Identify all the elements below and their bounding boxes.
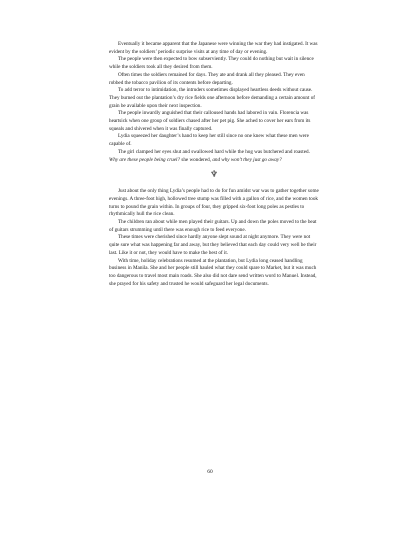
paragraph: The people were then expected to bow subserviently. They could do nothing but wait in silence while the soldiers took all they desired from them. (109, 56, 314, 71)
paragraph-text: she wondered, (180, 156, 213, 163)
section-break-ornament-icon: ♆ (209, 169, 219, 180)
paragraph: These times were cherished since hardly anyone slept sound at night anymore. They were not quite sure what was happening far and away, but they believed that each day could very well be their last. Like it or not, they would have to make the best of it. (109, 234, 317, 256)
body-text (109, 41, 319, 288)
italic-thought: Why are these people being cruel? (109, 156, 181, 163)
paragraph: Eventually it became apparent that the Japanese were winning the war they had instigated. It was evident by the soldiers’ periodic surprise visits at any time of day or evening. (109, 41, 318, 55)
paragraph: The children ran about while men played their guitars. Up and down the poles moved to the beat of guitars strumming until there was enough rice to feed everyone. (109, 219, 317, 233)
paragraph: Lydia squeezed her daughter’s hand to keep her still since no one knew what these men were capable of. (109, 133, 309, 148)
page-number: 60 (207, 469, 213, 475)
paragraph (109, 149, 319, 164)
paragraph: To add terror to intimidation, the intruders sometimes displayed heartless deeds without cause. They burned out the plantation’s dry rice fields one afternoon before demanding a certain amount of grain be available upon their next inspection. (109, 87, 315, 109)
paragraph: Often times the soldiers remained for days. They ate and drank all they pleased. They even robbed the tobacco pavilion of its contents before departing. (109, 71, 305, 86)
paragraph-text: The girl clamped her eyes shut and swallowed hard while the hog was butchered and roasted. (118, 148, 310, 155)
italic-thought: and why won’t they just go away? (212, 156, 282, 163)
paragraph: With time, holiday celebrations resumed at the plantation, but Lydia long ceased handling business in Manila. She and her people still hauled what they could spare to Market, but it was much too dangerous to travel most main roads. She also did not dare send written word to Manuel. Instead, she prayed for his safety and trusted he would safeguard her legal documents. (109, 257, 317, 287)
paragraph: Just about the only thing Lydia’s people had to do for fun amidst war was to gather together some evenings. A three-foot high, hollowed tree stump was filled with a gallon of rice, and the women took turns to pound the grain within. In groups of four, they gripped six-foot long poles as pestles to rhythmically hull the rice clean. (109, 188, 319, 218)
paragraph: The people inwardly anguished that their calloused hands had labored in vain. Florencia was heartsick when one group of soldiers chased after her pet pig. She ached to cover her ears from its squeals and shivered when it was finally captured. (109, 110, 311, 132)
